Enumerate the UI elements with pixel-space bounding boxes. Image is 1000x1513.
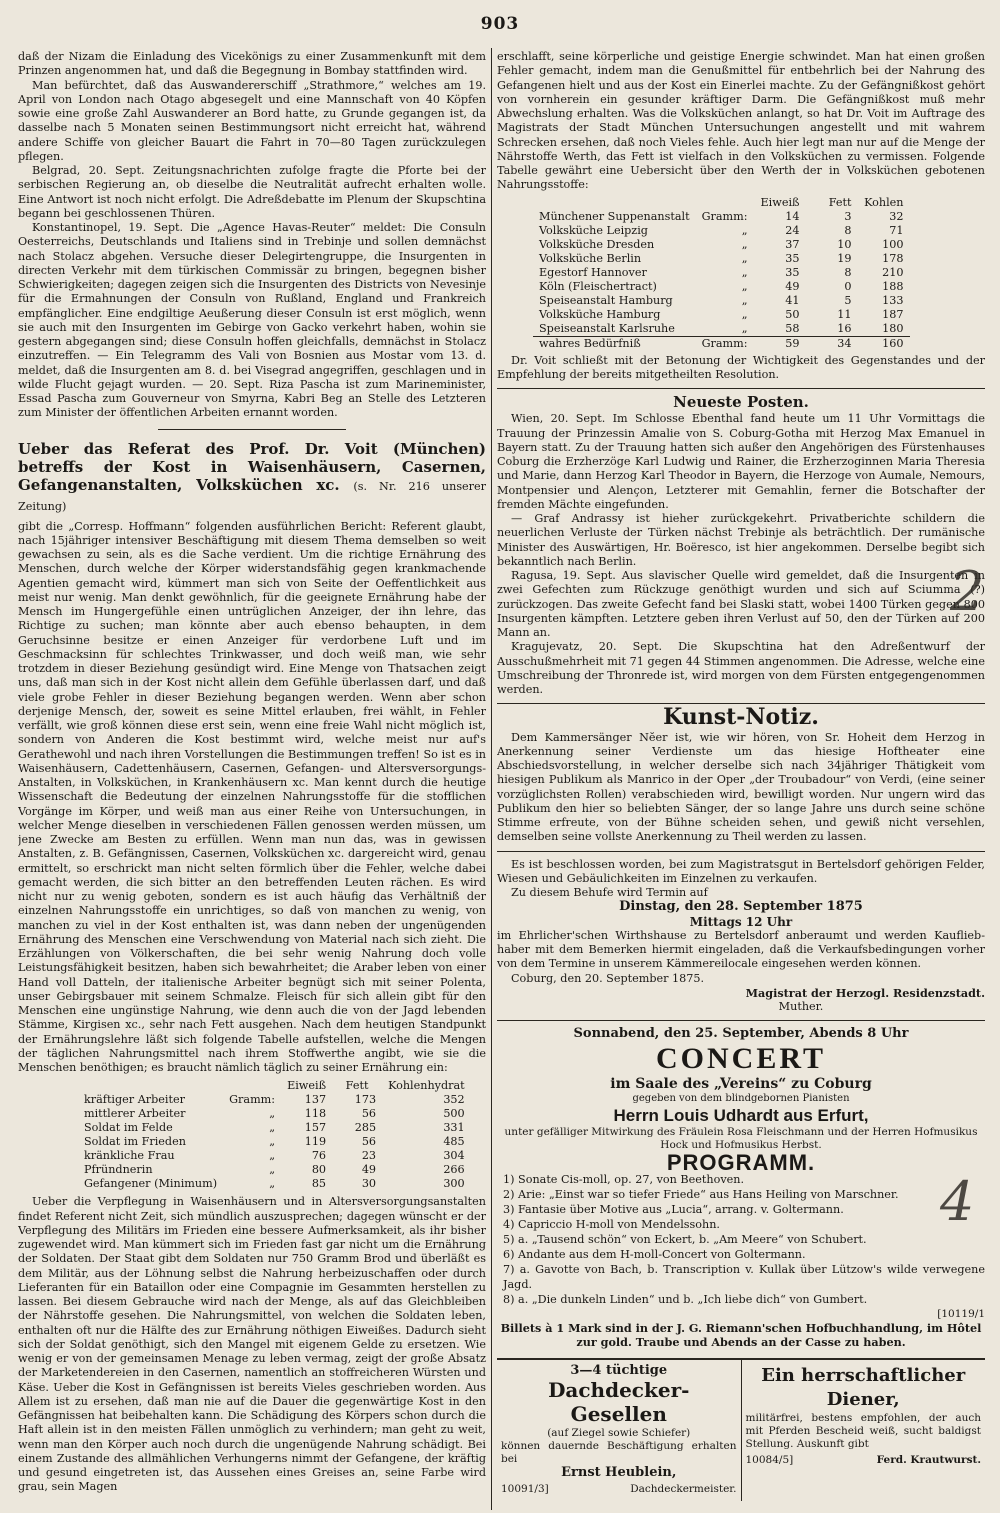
programm-heading: PROGRAMM.: [666, 1149, 816, 1175]
divider: [497, 1020, 985, 1021]
table-cell: kräftiger Arbeiter: [84, 1093, 185, 1107]
table-cell: 352: [443, 1093, 465, 1107]
table-header-row: [533, 196, 910, 210]
table-cell: 331: [443, 1121, 465, 1135]
table-cell: Speiseanstalt Hamburg: [539, 293, 673, 307]
right-column: [497, 50, 985, 1505]
table-cell: Gramm:: [696, 336, 754, 351]
table-row: [533, 280, 910, 294]
table-cell: 485: [443, 1135, 465, 1149]
table-cell: „: [741, 293, 748, 307]
ad-diener: [742, 1360, 986, 1501]
table-cell: 16: [837, 321, 852, 335]
ad-body: militärfrei, bestens empfohlen, der auch mit Pferden Bescheid weiß, sucht baldigst Stellung. Auskunft gibt: [745, 1411, 981, 1450]
ad-title: Dachdecker-Gesellen: [548, 1377, 690, 1426]
table-cell: „: [269, 1121, 276, 1135]
ad-title: Ein herrschaftlicher Diener,: [761, 1364, 966, 1410]
table-row: [533, 252, 910, 266]
table-cell: 500: [443, 1107, 465, 1121]
table-cell: 59: [754, 336, 806, 351]
table-cell: 35: [785, 265, 800, 279]
table-cell: 71: [889, 223, 904, 237]
table-cell: „: [741, 223, 748, 237]
ad-advertiser-title: Dachdeckermeister.: [630, 1483, 737, 1496]
table-cell: 157: [304, 1121, 327, 1135]
ad-subtitle: (auf Ziegel sowie Schiefer): [547, 1426, 691, 1439]
table-row: [533, 322, 910, 337]
table-cell: 58: [785, 321, 800, 335]
article-nizam: daß der Nizam die Einladung des Vicekönigs zu einer Zusammenkunft mit dem Prinzen angenommen hat, und daß die Begegnung in Bombay stattfinden wird.: [18, 50, 486, 78]
table-cell: 100: [882, 237, 904, 251]
concert-artist: Herrn Louis Udhardt aus Erfurt,: [613, 1105, 869, 1125]
margin-handwriting: 2: [950, 560, 985, 623]
table-row: [533, 210, 910, 224]
table-row: [78, 1093, 471, 1107]
table-cell: Gefangener (Minimum): [84, 1177, 218, 1191]
billets-info: Billets à 1 Mark sind in der J. G. Riemann'schen Hofbuchhandlung, im Hôtel zur gold. Traube und Abends an der Casse zu haben.: [500, 1321, 982, 1350]
table-cell: Gramm:: [701, 209, 748, 223]
table-cell: 0: [844, 279, 852, 293]
table-cell: Köln (Fleischertract): [539, 279, 657, 293]
table-cell: 118: [304, 1107, 327, 1121]
ad-dachdecker: [497, 1360, 742, 1501]
table-cell: „: [269, 1135, 276, 1149]
table-cell: Soldat im Felde: [84, 1121, 173, 1135]
table-cell: 3: [844, 209, 852, 223]
table-cell: wahres Bedürfniß: [533, 336, 696, 351]
table-cell: 119: [304, 1135, 327, 1149]
article-voit-heading: [18, 440, 486, 516]
nutrition-table: [78, 1079, 471, 1191]
table-cell: kränkliche Frau: [84, 1149, 175, 1163]
notice-place: Coburg, den 20. September 1875.: [511, 971, 705, 985]
table-cell: 49: [361, 1163, 377, 1177]
table-header-cell: Eiweiß: [287, 1079, 327, 1093]
table-row: [78, 1177, 471, 1191]
notice-time: Mittags 12 Uhr: [689, 914, 793, 929]
table-cell: Egestorf Hannover: [539, 265, 647, 279]
table-cell: „: [269, 1107, 276, 1121]
table-row: [533, 308, 910, 322]
table-cell: 34: [806, 336, 858, 351]
program-reference: [10119/1: [937, 1307, 985, 1320]
list-item: 6) Andante aus dem H-moll-Concert von Goltermann.: [503, 1247, 806, 1261]
page-number: 903: [480, 14, 520, 34]
list-item: 4) Capriccio H-moll von Mendelssohn.: [503, 1217, 720, 1231]
table-row: [78, 1107, 471, 1121]
table-header-cell: [533, 196, 696, 210]
concert-participants: unter gefälliger Mitwirkung des Fräulein Rosa Fleischmann und der Herren Hofmusikus Hock und Hofmusikus Herbst.: [504, 1125, 978, 1151]
table-cell: Volksküche Dresden: [539, 237, 655, 251]
concert-given-by: gegeben von dem blindgebornen Pianisten: [632, 1092, 850, 1104]
table-header-cell: Kohlenhydrat: [388, 1079, 465, 1093]
article-voit-conclusion: Dr. Voit schließt mit der Betonung der Wichtigkeit des Gegenstandes und der Empfehlung der bereits mitgetheilten Resolution.: [497, 353, 985, 381]
table-cell: 14: [785, 209, 800, 223]
table-cell: 137: [304, 1093, 327, 1107]
divider: [497, 851, 985, 852]
table-cell: 285: [354, 1121, 377, 1135]
table-row: [78, 1121, 471, 1135]
notice-body: im Ehrlicher'schen Wirthshause zu Bertelsdorf anberaumt und werden Kauflieb-haber mit dem Bemerken hiermit eingeladen, daß die Verkaufsbedingungen vorher von dem Termine in unserem Kämmereilocale eingesehen werden können.: [497, 928, 985, 971]
table-row: [533, 266, 910, 280]
table-cell: 41: [785, 293, 800, 307]
concert-place: im Saale des „Vereins“ zu Coburg: [610, 1075, 872, 1092]
article-voit-body: gibt die „Corresp. Hoffmann“ folgenden ausführlichen Bericht: Referent glaubt, nach 15jähriger intensiver Beschäftigung mit diesem Thema demselben so weit gewachsen zu sein, als es die Sache verdient. Um die richtige Ernährung des Menschen, durch welche der Körper widerstandsfähig gegen krankmachende Agentien gemacht wird, kümmert man sich von Seite der Oeffentlichkeit aus meist nur wenig. Man denkt gewöhnlich, für die geeignete Ernährung habe der Mensch im Hungergefühle einen untrüglichen Anzeiger, der ihn lehre, das Richtige zu suchen; man könnte aber auch ebenso behaupten, in dem Geruchsinne besitze er einen Anzeiger für verdorbene Luft und im Geschmacksinn für schlechtes Trinkwasser, und doch weiß man, wie sehr trotzdem in dieser Beziehung gesündigt wird. Eine Menge von Thatsachen zeigt uns, daß man sich in der Kost nicht allein dem Gefühle überlassen darf, und daß viele grobe Fehler in dieser Beziehung begangen werden. Wenn aber schon derjenige Mensch, der, soweit es seine Mittel erlauben, frei wählt, in Fehler verfällt, wie groß können diese erst sein, wenn eine freie Wahl nicht möglich ist, sondern von Anderen die Kost bestimmt wird, welche meist nur auf's Gerathewohl und nach ihren Vorstellungen die Bestimmungen treffen! So ist es in Waisenhäusern, Cadettenhäusern, Casernen, Gefangen- und Altersversorgungs-Anstalten, in Volksküchen, in Krankenhäusern xc. Man kennt durch die heutige Wissenschaft die Bedeutung der einzelnen Nahrungsstoffe für die stofflichen Vorgänge im Körper, und weiß man aus einer Reihe von Untersuchungen, in welcher Menge dieselben in verschiedenen Fällen genossen werden müssen, um jene Zwecke am Besten zu erfüllen. Wenn man nun das, was in gewissen Anstalten, z. B. Gefängnissen, Casernen, Volksküchen xc. dargereicht wird, genau ermittelt, so erschrickt man nicht selten förmlich über die Fehler, welche dabei gemacht werden, die sich bitter an den betreffenden Leuten rächen. Es wird nicht nur zu wenig geboten, sondern es ist auch häufig das Verhältniß der einzelnen Nahrungsstoffe ein unrichtiges, so daß von manchen zu wenig, von manchen zu viel in der Kost enthalten ist, was dann neben der ungenügenden Ernährung des Menschen eine Verschwendung von Material nach sich zieht. Die Erzählungen von Völkerschaften, die bei sehr wenig Nahrung doch volle Leistungsfähigkeit besitzen, haben sich bewahrheitet; die Araber leben von einer Hand voll Datteln, der italienische Arbeiter begnügt sich mit seiner Polenta, unser Gebirgsbauer mit seinem Schmalze. Fleisch für sich allein gibt für den Menschen eine ungünstige Nahrung, wie denn auch die von der Jagd lebenden Stämme, Kirgisen xc., sehr nach Fett ausgehen. Nach dem heutigen Standpunkt der Ernährungslehre läßt sich folgende Tabelle aufstellen, welche die Mengen der täglichen Nahrungsmittel nach ihrem Stoffwerthe angibt, wie sie die Menschen benöthigen; es braucht nämlich täglich zu seiner Ernährung ein:: [18, 519, 486, 1074]
divider: [497, 388, 985, 389]
table-cell: „: [741, 251, 748, 265]
table-cell: 133: [882, 293, 904, 307]
classified-ads: [497, 1358, 985, 1501]
table-cell: Pfründnerin: [84, 1163, 153, 1177]
table-row: [533, 238, 910, 252]
table-cell: 56: [361, 1107, 377, 1121]
table-cell: 304: [443, 1149, 465, 1163]
table-cell: 11: [837, 307, 852, 321]
notice-intro: Es ist beschlossen worden, bei zum Magistratsgut in Bertelsdorf gehörigen Felder, Wiesen und Gebäulichkeiten im Einzelnen zu verkaufen.: [497, 857, 985, 885]
notice-signature-name: Muther.: [778, 1000, 824, 1013]
news-ragusa: Ragusa, 19. Sept. Aus slavischer Quelle wird gemeldet, daß die Insurgenten in zwei Gefechten zum Rückzuge genöthigt wurden und sich auf Sciumma (?) zurückzogen. Das zweite Gefecht fand bei Slaski statt, wobei 1400 Türken gegen 800 Insurgenten kämpften. Letztere geben ihren Verlust auf 50, den der Türken auf 200 Mann an.: [497, 569, 985, 639]
kitchen-table: [533, 196, 910, 351]
table-cell: 24: [785, 223, 800, 237]
ad-headline: 3—4 tüchtige: [570, 1362, 668, 1378]
table-header-cell: [696, 196, 754, 210]
table-cell: 266: [443, 1163, 465, 1177]
list-item: 8) a. „Die dunkeln Linden“ und b. „Ich liebe dich“ von Gumbert.: [503, 1292, 868, 1306]
table-cell: 8: [844, 265, 852, 279]
kunst-section-title: Kunst-Notiz.: [663, 704, 819, 731]
concert-heading: CONCERT: [656, 1041, 826, 1075]
table-cell: 160: [858, 336, 910, 351]
table-cell: Speiseanstalt Karlsruhe: [539, 321, 675, 335]
article-voit-right: erschlafft, seine körperliche und geistige Energie schwindet. Man hat einen großen Fehler gemacht, indem man die Genußmittel für entbehrlich bei der Nahrung des Gefangenen hielt und aus der Kost ein Einerlei machte. Zu der Gefängnißkost gehört von vornherein ein gesunder kräftiger Darm. Die Gefängnißkost muß mehr Abwechslung erhalten. Was die Volksküchen anlangt, so hat Dr. Voit im Auftrage des Magistrats der Stadt München Untersuchungen angestellt und mit wahrem Schrecken ersehen, daß noch Vieles fehle. Auch hier legt man nur auf die Menge der Nährstoffe Werth, das Fett ist vielfach in den Volksküchen zu vermissen. Folgende Tabelle gewährt eine Uebersicht über den Werth der in Volksküchen gebotenen Nahrungsstoffe:: [497, 50, 985, 192]
table-cell: 49: [785, 279, 800, 293]
table-cell: 178: [882, 251, 904, 265]
article-belgrad: Belgrad, 20. Sept. Zeitungsnachrichten zufolge fragte die Pforte bei der serbischen Regierung an, ob dieselbe die Neutralität aufrecht erhalten wolle. Eine Antwort ist noch nicht erfolgt. Die Adreßdebatte im Plenum der Skupschtina begann bei geschlossenen Thüren.: [18, 164, 486, 220]
table-cell: 50: [785, 307, 800, 321]
notice-term: Zu diesem Behufe wird Termin auf: [511, 886, 708, 899]
table-cell: 300: [443, 1177, 465, 1191]
table-cell: „: [269, 1149, 276, 1163]
column-rule: [491, 48, 492, 1510]
left-column: [18, 50, 486, 1505]
margin-handwriting: 4: [940, 1170, 975, 1233]
divider: [158, 429, 346, 430]
table-cell: 173: [354, 1093, 377, 1107]
table-cell: „: [269, 1177, 276, 1191]
article-konstantinopel: Konstantinopel, 19. Sept. Die „Agence Havas-Reuter“ meldet: Die Consuln Oesterreichs, Deutschlands und Italiens sind in Trebinje und sollen demnächst nach Stolacz abgehen. Versuche dieser Delegirtengruppe, die Insurgenten in directen Verkehr mit dem türkischen Commissär zu bringen, begegnen bisher Schwierigkeiten; dagegen zeigen sich die Insurgenten des Districts von Nevesinje für die Ermahnungen der Consuln von Rußland, England und Frankreich empfänglicher. Eine endgiltige Aeußerung dieser Consuln ist erst möglich, wenn sie auch mit den Insurgenten im Gebirge von Gacko verkehrt haben, wohin sie gestern abgegangen sind; diese Consuln hoffen gleichfalls, demnächst in Stolacz einzutreffen. — Ein Telegramm des Vali von Bosnien aus Mostar vom 13. d. meldet, daß die Insurgenten am 8. d. bei Visegrad angegriffen, geschlagen und in wilde Flucht gejagt wurden. — 20. Sept. Riza Pascha ist zum Marineminister, Essad Pascha zum Gouverneur von Smyrna, Kabri Beg an Stelle des Letzteren zum Minister der öffentlichen Arbeiten ernannt worden.: [18, 221, 486, 420]
ad-advertiser: Ferd. Krautwurst.: [876, 1453, 981, 1466]
table-cell: 5: [844, 293, 852, 307]
table-row: [533, 224, 910, 238]
table-cell: Volksküche Berlin: [539, 251, 642, 265]
table-cell: „: [741, 307, 748, 321]
table-cell: 85: [311, 1177, 327, 1191]
table-cell: „: [741, 321, 748, 335]
table-cell: 188: [882, 279, 904, 293]
list-item: 3) Fantasie über Motive aus „Lucia“, arrang. v. Goltermann.: [503, 1202, 844, 1216]
table-cell: Münchener Suppenanstalt: [539, 209, 690, 223]
table-cell: mittlerer Arbeiter: [84, 1107, 186, 1121]
table-cell: 210: [882, 265, 904, 279]
list-item: 1) Sonate Cis-moll, op. 27, von Beethoven.: [503, 1172, 745, 1186]
news-section-title: Neueste Posten.: [673, 393, 809, 411]
kunst-notiz: Dem Kammersänger Nĕer ist, wie wir hören, von Sr. Hoheit dem Herzog in Anerkennung seiner Verdienste um das hiesige Hoftheater eine Abschiedsvorstellung, in welcher derselbe sich nach 34jähriger Thätigkeit vom hiesigen Publikum als Manrico in der Oper „der Troubadour“ von Verdi, (eine seiner vorzüglichsten Rollen) verabschieden wird, bewilligt worden. Nur ungern wird das Publikum den hier so beliebten Sänger, der so lange Jahre uns durch seine schöne Stimme erfreute, von der Bühne scheiden sehen, und gewiß nicht versehlen, demselben seine vollste Anerkennung zu Theil werden zu lassen.: [497, 730, 985, 844]
article-voit-continued: Ueber die Verpflegung in Waisenhäusern und in Altersversorgungsanstalten findet Referent nicht Zeit, sich mündlich auszusprechen; dagegen wünscht er der Verpflegung des Militärs im Frieden eine bessere Aufmerksamkeit, als ihr bisher zugewendet wird. Man kümmert sich im Frieden fast gar nicht um die Ernährung der Soldaten. Der Staat gibt dem Soldaten nur 750 Gramm Brod und überläßt es dem Militär, aus der Löhnung selbst die Nahrung herbeizuschaffen oder durch Lieferanten für ein Bataillon oder eine Compagnie im Gesammten herstellen zu lassen. Bei diesem Gebrauche wird nach der Menge, als auf das Gleichbleiben der Nährstoffe gesehen. Die Nahrungsmittel, von welchen die Soldaten leben, enthalten oft nur die Hälfte des zur Ernährung nöthigen Eiweißes. Dadurch sieht sich der Soldat genöthigt, sich den Mangel mit eigenem Gelde zu ersetzen. Wie wenig er von der gemeinsamen Menage zu leben vermag, zeigt der große Absatz der Marketendereien in den Casernen, namentlich an stoffreicheren Würsten und Käse. Ueber die Kost in Gefängnissen ist bereits Vieles geschrieben worden. Aus Allem ist zu ersehen, daß man nie auf die Dauer die gegenwärtige Kost in den Gefängnissen hat beibehalten kann. Die Schädigung des Körpers schon durch die Haft allein ist in den meisten Fällen unmöglich zu verhindern; man geht zu weit, wenn man den Körper auch noch durch die ungenügende Nahrung schädigt. Bei einem Zustande des allmählichen Verhungerns nimmt der Gefangene, der kräftig und gesund eingetreten ist, das Aussehen eines Greises an, seine Farbe wird grau, sein Magen: [18, 1195, 486, 1494]
table-cell: 32: [889, 209, 904, 223]
table-cell: 76: [311, 1149, 327, 1163]
table-header-cell: Eiweiß: [760, 195, 800, 209]
news-wien: Wien, 20. Sept. Im Schlosse Ebenthal fand heute um 11 Uhr Vormittags die Trauung der Prinzessin Amalie von S. Coburg-Gotha mit Herzog Max Emanuel in Bayern statt. Zu der Trauung hatten sich außer den Angehörigen des Fürstenhauses Coburg die Erzherzöge Karl Ludwig und Rainer, die Erzherzoginnen Maria Theresia und Marie, dann Herzog Karl Theodor in Bayern, die Herzoge von Aumale, Nemours, Montpensier und Alençon, Letzterer mit Gemahlin, ferner die Botschafter der fremden Mächte eingefunden.: [497, 412, 985, 511]
list-item: 2) Arie: „Einst war so tiefer Friede“ aus Hans Heiling von Marschner.: [503, 1187, 899, 1201]
table-cell: Volksküche Leipzig: [539, 223, 648, 237]
table-cell: „: [741, 237, 748, 251]
ad-body: können dauernde Beschäftigung erhalten bei: [501, 1440, 737, 1465]
table-cell: Volksküche Hamburg: [539, 307, 661, 321]
table-cell: 37: [785, 237, 800, 251]
table-header-cell: Fett: [828, 195, 852, 209]
table-header-cell: [223, 1079, 281, 1093]
article-voit-title: Ueber das Referat des Prof. Dr. Voit (München) betreffs der Kost in Waisenhäusern, Casernen, Gefangenanstalten, Volksküchen xc.: [18, 439, 486, 494]
table-cell: 8: [844, 223, 852, 237]
table-row: [78, 1149, 471, 1163]
list-item: 7) a. Gavotte von Bach, b. Transcription v. Kullak über Lützow's wilde verwegene Jagd.: [503, 1262, 985, 1291]
table-sum-row: [533, 336, 910, 351]
ad-footer: [501, 1482, 737, 1496]
table-cell: 35: [785, 251, 800, 265]
ad-reference: 10084/5]: [745, 1453, 794, 1466]
table-cell: 10: [837, 237, 852, 251]
notice-signature: Magistrat der Herzogl. Residenzstadt.: [745, 985, 985, 1000]
table-cell: 180: [882, 321, 904, 335]
table-cell: „: [741, 279, 748, 293]
article-voit-reference: (s. Nr. 216 unserer Zeitung): [18, 479, 486, 513]
news-andrassy: — Graf Andrassy ist hieher zurückgekehrt. Privatberichte schildern die neuerlichen Verluste der Türken nächst Trebinje als beträchtlich. Der rumänische Minister des Auswärtigen, Hr. Boëresco, ist hier angekommen. Derselbe begibt sich bekanntlich nach Berlin.: [497, 512, 985, 568]
list-item: 5) a. „Tausend schön“ von Eckert, b. „Am Meere“ von Schubert.: [503, 1232, 867, 1246]
table-cell: 23: [361, 1149, 377, 1163]
ad-reference: 10091/3]: [501, 1483, 549, 1496]
table-cell: 80: [311, 1163, 327, 1177]
ad-advertiser: Ernst Heublein,: [561, 1465, 677, 1480]
table-cell: 30: [361, 1177, 377, 1191]
program-list: [497, 1172, 985, 1307]
table-header-cell: [78, 1079, 223, 1093]
article-strathmore: Man befürchtet, daß das Auswandererschiff „Strathmore,“ welches am 19. April von London nach Otago abgesegelt und eine Mannschaft von 40 Köpfen sowie eine große Zahl Auswanderer an Bord hatte, zu Grunde gegangen ist, da dasselbe nach 5 Monaten seinen Bestimmungsort nicht erreicht hat, während andere Schiffe von gleicher Bauart die Fahrt in 70—80 Tagen zurückzulegen pflegen.: [18, 78, 486, 163]
table-cell: 187: [882, 307, 904, 321]
ad-footer: [746, 1453, 982, 1467]
table-header-cell: Kohlen: [864, 195, 904, 209]
table-row: [78, 1163, 471, 1177]
table-cell: 56: [361, 1135, 377, 1149]
table-cell: „: [741, 265, 748, 279]
table-cell: 19: [837, 251, 852, 265]
table-row: [533, 294, 910, 308]
table-header-cell: Fett: [345, 1079, 369, 1093]
table-cell: Soldat im Frieden: [84, 1135, 186, 1149]
table-cell: Gramm:: [229, 1093, 276, 1107]
notice-date: Dinstag, den 28. September 1875: [619, 899, 863, 915]
news-kragujevatz: Kragujevatz, 20. Sept. Die Skupschtina hat den Adreßentwurf der Ausschußmehrheit mit 71 gegen 44 Stimmen angenommen. Die Adresse, welche eine Umschreibung der Thronrede ist, wird morgen von dem Fürsten entgegengenommen werden.: [497, 640, 985, 696]
table-cell: „: [269, 1163, 276, 1177]
table-row: [78, 1135, 471, 1149]
table-header-row: [78, 1079, 471, 1093]
concert-date: Sonnabend, den 25. September, Abends 8 Uhr: [573, 1026, 909, 1042]
